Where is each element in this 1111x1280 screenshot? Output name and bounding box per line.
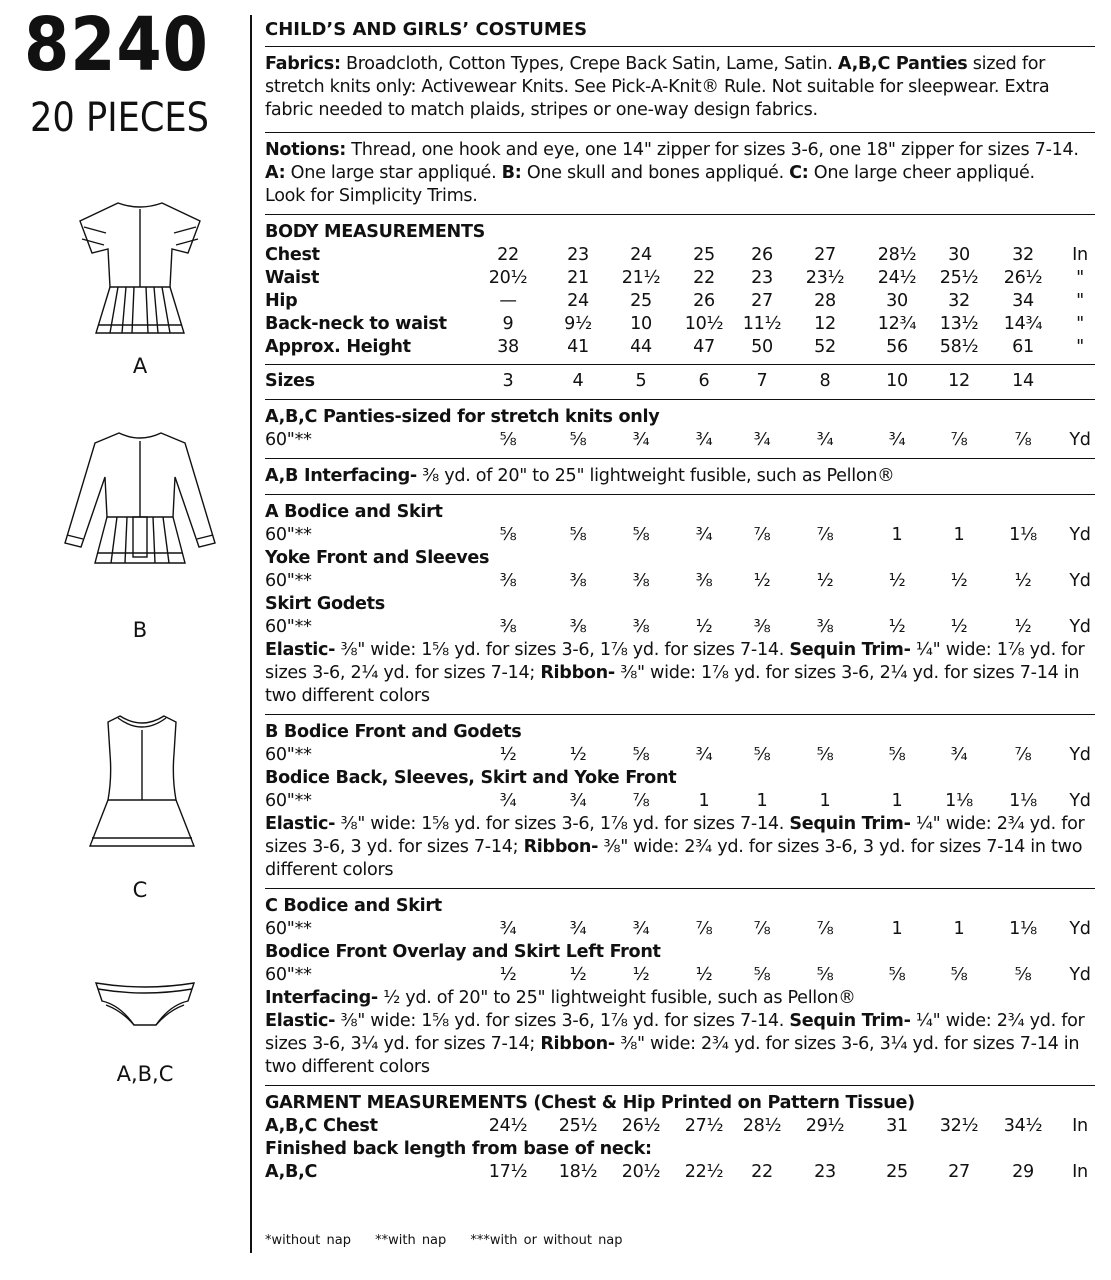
unit-cell: "	[1076, 337, 1084, 357]
elastic-label: Elastic-	[265, 640, 336, 660]
view-b-dress-drawing	[55, 425, 225, 575]
fabrics-text: Broadcloth, Cotton Types, Crepe Back Satin, Lame, Satin.	[340, 54, 838, 74]
row-label: 60"**	[265, 745, 312, 765]
section-c-notes	[265, 1010, 1095, 1079]
column-divider	[250, 15, 252, 1253]
table-cell: 1⅛	[1009, 919, 1037, 939]
view-b-label: B	[132, 618, 148, 642]
table-cell: ⅜	[569, 571, 587, 591]
sequin-label: Sequin Trim-	[789, 814, 911, 834]
row-label: Waist	[265, 268, 320, 288]
table-cell: 24½	[488, 1116, 528, 1136]
table-cell: 30	[948, 245, 970, 265]
row-label: Approx. Height	[265, 337, 411, 357]
notions-a-text: One large star appliqué.	[285, 163, 502, 183]
footnote-with-or-without-nap: ***with or without nap	[470, 1233, 623, 1248]
sequin-label: Sequin Trim-	[789, 1011, 911, 1031]
table-cell: ½	[950, 617, 968, 637]
interfacing-text: ½ yd. of 20" to 25" lightweight fusible, such as Pellon®	[377, 988, 856, 1008]
unit-cell: Yd	[1069, 430, 1091, 450]
elastic-text: ⅜" wide: 1⅝ yd. for sizes 3-6, 1⅞ yd. for sizes 7-14.	[335, 1011, 790, 1031]
divider	[265, 714, 1095, 715]
fabrics-text-2: sized for stretch knits only: Activewear Knits. See Pick-A-Knit® Rule. Not suitable for sleepwear. Extra fabric needed to match plaids, stripes or one-way design fabrics.	[265, 54, 1050, 120]
panties-heading: A,B,C Panties-sized for stretch knits only	[265, 407, 660, 427]
view-c-dress-drawing	[68, 708, 218, 858]
table-cell: 12¾	[877, 314, 917, 334]
table-cell: 24½	[877, 268, 917, 288]
table-cell: 18½	[558, 1162, 598, 1182]
table-cell: ¾	[569, 791, 587, 811]
table-cell: 56	[886, 337, 908, 357]
table-cell: 22½	[684, 1162, 724, 1182]
panties-yardage	[265, 429, 1095, 452]
divider	[265, 888, 1095, 889]
table-cell: ½	[1014, 571, 1032, 591]
table-cell: ½	[816, 571, 834, 591]
sequin-text: ¼" wide: 1⅞ yd. for sizes 3-6, 2¼ yd. for sizes 7-14;	[265, 640, 1085, 683]
sequin-label: Sequin Trim-	[789, 640, 911, 660]
notions-c-label: C:	[789, 163, 809, 183]
table-cell: 7	[756, 371, 768, 391]
table-cell: 28½	[742, 1116, 782, 1136]
table-cell: ½	[499, 965, 517, 985]
row-label: 60"**	[265, 617, 312, 637]
table-cell: ½	[1014, 617, 1032, 637]
row-label: Hip	[265, 291, 298, 311]
table-row	[265, 429, 1095, 452]
table-cell: 22	[497, 245, 519, 265]
row-label: Sizes	[265, 371, 315, 391]
table-cell: ⅝	[888, 965, 906, 985]
table-cell: 1	[698, 791, 710, 811]
section-a	[265, 501, 1095, 639]
table-cell: ¾	[499, 791, 517, 811]
table-cell: 23	[567, 245, 589, 265]
table-cell: 47	[693, 337, 715, 357]
table-cell: 22	[693, 268, 715, 288]
table-cell: ¾	[816, 430, 834, 450]
row-label: A,B,C Chest	[265, 1116, 378, 1136]
sequin-text: ¼" wide: 2¾ yd. for sizes 3-6, 3¼ yd. for sizes 7-14;	[265, 1011, 1085, 1054]
table-cell: ½	[753, 571, 771, 591]
table-cell: 50	[751, 337, 773, 357]
notions-b-text: One skull and bones appliqué.	[521, 163, 790, 183]
back-length-heading: Finished back length from base of neck:	[265, 1139, 652, 1159]
table-row	[265, 336, 1095, 359]
table-cell: 28½	[877, 245, 917, 265]
table-cell: ⅞	[695, 919, 713, 939]
table-cell: ½	[695, 965, 713, 985]
table-cell: 20½	[621, 1162, 661, 1182]
section-a-notes	[265, 639, 1095, 708]
table-cell: 29	[1012, 1162, 1034, 1182]
table-cell: ⅜	[569, 617, 587, 637]
table-row	[265, 290, 1095, 313]
body-measurements-heading: BODY MEASUREMENTS	[265, 222, 486, 242]
table-cell: 13½	[939, 314, 979, 334]
unit-cell: Yd	[1069, 919, 1091, 939]
table-cell: 11½	[742, 314, 782, 334]
table-cell: ½	[632, 965, 650, 985]
table-cell: ½	[888, 571, 906, 591]
group-heading: A Bodice and Skirt	[265, 502, 443, 522]
table-cell: ⅝	[753, 965, 771, 985]
table-cell: ½	[695, 617, 713, 637]
left-column	[0, 0, 250, 1280]
divider	[265, 364, 1095, 365]
ribbon-label: Ribbon-	[523, 837, 599, 857]
table-cell: 26	[693, 291, 715, 311]
table-cell: 1⅛	[1009, 791, 1037, 811]
unit-cell: Yd	[1069, 745, 1091, 765]
elastic-text: ⅜" wide: 1⅝ yd. for sizes 3-6, 1⅞ yd. for sizes 7-14.	[335, 814, 790, 834]
row-label: 60"**	[265, 571, 312, 591]
unit-cell: Yd	[1069, 617, 1091, 637]
notions-c-text: One large cheer appliqué.	[808, 163, 1035, 183]
table-cell: 1⅛	[1009, 525, 1037, 545]
table-cell: ¾	[950, 745, 968, 765]
unit-cell: Yd	[1069, 965, 1091, 985]
table-cell: ⅞	[1014, 745, 1032, 765]
table-cell: 25½	[558, 1116, 598, 1136]
elastic-label: Elastic-	[265, 814, 336, 834]
notions-trims-text: Look for Simplicity Trims.	[265, 186, 478, 206]
view-c-label: C	[132, 878, 148, 902]
table-cell: ⅜	[695, 571, 713, 591]
table-cell: ⅞	[1014, 430, 1032, 450]
notions-text: Thread, one hook and eye, one 14" zipper for sizes 3-6, one 18" zipper for sizes 7-14.	[345, 140, 1079, 160]
table-cell: ¾	[569, 919, 587, 939]
sequin-text: ¼" wide: 2¾ yd. for sizes 3-6, 3 yd. for sizes 7-14;	[265, 814, 1085, 857]
table-row	[265, 570, 1095, 593]
section-b-notes	[265, 813, 1095, 882]
row-label: Chest	[265, 245, 320, 265]
table-cell: ½	[499, 745, 517, 765]
unit-cell: In	[1072, 1162, 1088, 1182]
unit-cell: Yd	[1069, 791, 1091, 811]
table-row	[265, 267, 1095, 290]
table-cell: ¾	[753, 430, 771, 450]
table-cell: ⅜	[499, 617, 517, 637]
ribbon-text: ⅜" wide: 1⅞ yd. for sizes 3-6, 2¼ yd. for sizes 7-14 in two different colors	[265, 663, 1080, 706]
table-cell: ⅝	[753, 745, 771, 765]
table-cell: 27	[814, 245, 836, 265]
footnotes	[265, 1233, 641, 1248]
table-cell: 10½	[684, 314, 724, 334]
table-cell: ⅜	[632, 571, 650, 591]
table-cell: 32	[948, 291, 970, 311]
table-cell: ⅝	[888, 745, 906, 765]
table-cell: 22	[751, 1162, 773, 1182]
divider	[265, 399, 1095, 400]
table-cell: 52	[814, 337, 836, 357]
pattern-title: CHILD’S AND GIRLS’ COSTUMES	[265, 19, 588, 40]
table-cell: ¾	[632, 919, 650, 939]
unit-cell: "	[1076, 291, 1084, 311]
table-cell: 34	[1012, 291, 1034, 311]
table-cell: ⅝	[816, 965, 834, 985]
row-label: 60"**	[265, 791, 312, 811]
table-cell: 21	[567, 268, 589, 288]
table-row	[265, 313, 1095, 336]
garment-back-row	[265, 1161, 1095, 1184]
table-cell: 58½	[939, 337, 979, 357]
table-cell: ⅞	[816, 525, 834, 545]
group-heading: B Bodice Front and Godets	[265, 722, 522, 742]
table-cell: 25	[630, 291, 652, 311]
table-cell: ⅝	[1014, 965, 1032, 985]
divider	[265, 132, 1095, 133]
unit-cell: "	[1076, 314, 1084, 334]
table-cell: 27	[948, 1162, 970, 1182]
ribbon-label: Ribbon-	[540, 1034, 615, 1054]
divider	[265, 458, 1095, 459]
table-cell: 1	[756, 791, 768, 811]
table-cell: 32	[1012, 245, 1034, 265]
table-row	[265, 244, 1095, 267]
table-cell: 28	[814, 291, 836, 311]
table-cell: 1	[891, 525, 903, 545]
table-cell: ¾	[632, 430, 650, 450]
table-cell: ⅞	[816, 919, 834, 939]
table-row	[265, 790, 1095, 813]
table-cell: ½	[569, 745, 587, 765]
section-c	[265, 895, 1095, 987]
table-cell: 38	[497, 337, 519, 357]
table-cell: 29½	[805, 1116, 845, 1136]
table-cell: —	[499, 291, 517, 311]
unit-cell: In	[1072, 245, 1088, 265]
table-cell: 5	[635, 371, 647, 391]
table-cell: 1	[891, 919, 903, 939]
panties-drawing	[90, 975, 200, 1035]
table-row	[265, 1161, 1095, 1184]
table-cell: 1	[891, 791, 903, 811]
table-row	[265, 744, 1095, 767]
table-cell: 14	[1012, 371, 1034, 391]
footnote-with-nap: **with nap	[375, 1233, 447, 1248]
table-cell: ¾	[695, 745, 713, 765]
table-row	[265, 370, 1095, 393]
table-cell: 27½	[684, 1116, 724, 1136]
table-cell: 27	[751, 291, 773, 311]
row-label: 60"**	[265, 430, 312, 450]
table-cell: 25	[693, 245, 715, 265]
table-row	[265, 1115, 1095, 1138]
table-cell: 26	[751, 245, 773, 265]
table-cell: ⅝	[632, 745, 650, 765]
unit-cell: In	[1072, 1116, 1088, 1136]
table-cell: ⅝	[950, 965, 968, 985]
ribbon-text: ⅜" wide: 2¾ yd. for sizes 3-6, 3¼ yd. for sizes 7-14 in two different colors	[265, 1034, 1080, 1077]
table-row	[265, 964, 1095, 987]
table-cell: ⅝	[816, 745, 834, 765]
unit-cell: Yd	[1069, 571, 1091, 591]
group-heading: Yoke Front and Sleeves	[265, 548, 490, 568]
row-label: 60"**	[265, 965, 312, 985]
ab-interfacing-text: ⅜ yd. of 20" to 25" lightweight fusible, such as Pellon®	[416, 466, 895, 486]
table-cell: ¾	[888, 430, 906, 450]
table-cell: 41	[567, 337, 589, 357]
table-cell: ¾	[499, 919, 517, 939]
sizes-row	[265, 370, 1095, 393]
table-cell: 14¾	[1003, 314, 1043, 334]
table-cell: 25½	[939, 268, 979, 288]
table-row	[265, 524, 1095, 547]
table-cell: 9	[502, 314, 514, 334]
table-cell: 1	[953, 525, 965, 545]
row-label: Back-neck to waist	[265, 314, 447, 334]
group-heading: Skirt Godets	[265, 594, 385, 614]
table-cell: ½	[569, 965, 587, 985]
section-b	[265, 721, 1095, 813]
table-cell: ⅝	[569, 525, 587, 545]
table-cell: 26½	[1003, 268, 1043, 288]
ribbon-text: ⅜" wide: 2¾ yd. for sizes 3-6, 3 yd. for sizes 7-14 in two different colors	[265, 837, 1083, 880]
ab-interfacing	[265, 465, 1095, 488]
body-measurements-table	[265, 244, 1095, 359]
table-row	[265, 616, 1095, 639]
table-cell: ¾	[695, 430, 713, 450]
table-cell: 25	[886, 1162, 908, 1182]
table-cell: 21½	[621, 268, 661, 288]
row-label: 60"**	[265, 919, 312, 939]
pieces-count: 20 PIECES	[30, 95, 209, 141]
table-cell: ⅜	[499, 571, 517, 591]
view-a-dress-drawing	[60, 195, 220, 345]
notions-label: Notions:	[265, 140, 346, 160]
table-cell: 1	[953, 919, 965, 939]
table-cell: 6	[698, 371, 710, 391]
table-cell: 10	[630, 314, 652, 334]
notions-paragraph	[265, 139, 1095, 208]
table-cell: 1	[819, 791, 831, 811]
table-cell: 24	[630, 245, 652, 265]
table-cell: 4	[572, 371, 584, 391]
group-heading: C Bodice and Skirt	[265, 896, 442, 916]
divider	[265, 494, 1095, 495]
table-cell: 3	[502, 371, 514, 391]
table-cell: 12	[814, 314, 836, 334]
garment-measurements-heading: GARMENT MEASUREMENTS (Chest & Hip Printed on Pattern Tissue)	[265, 1093, 915, 1113]
table-cell: ⅜	[632, 617, 650, 637]
table-cell: 23	[751, 268, 773, 288]
table-cell: 30	[886, 291, 908, 311]
fabrics-panties-label: A,B,C Panties	[837, 54, 968, 74]
ribbon-label: Ribbon-	[540, 663, 615, 683]
table-cell: ¾	[695, 525, 713, 545]
table-cell: 61	[1012, 337, 1034, 357]
table-cell: 9½	[564, 314, 592, 334]
pattern-number: 8240	[24, 2, 209, 88]
table-cell: 20½	[488, 268, 528, 288]
unit-cell: "	[1076, 268, 1084, 288]
table-cell: 24	[567, 291, 589, 311]
table-cell: 44	[630, 337, 652, 357]
table-cell: ½	[888, 617, 906, 637]
table-cell: 1⅛	[945, 791, 973, 811]
table-cell: 10	[886, 371, 908, 391]
divider	[265, 46, 1095, 47]
view-a-label: A	[132, 354, 148, 378]
table-cell: 8	[819, 371, 831, 391]
table-cell: ⅞	[632, 791, 650, 811]
interfacing-label: Interfacing-	[265, 988, 378, 1008]
table-cell: ½	[950, 571, 968, 591]
table-cell: 23½	[805, 268, 845, 288]
main-content	[265, 18, 1095, 1184]
table-cell: 12	[948, 371, 970, 391]
table-cell: 26½	[621, 1116, 661, 1136]
row-label: A,B,C	[265, 1162, 318, 1182]
group-heading: Bodice Front Overlay and Skirt Left Front	[265, 942, 661, 962]
table-cell: ⅞	[753, 919, 771, 939]
table-cell: ⅞	[753, 525, 771, 545]
notions-a-label: A:	[265, 163, 286, 183]
elastic-text: ⅜" wide: 1⅝ yd. for sizes 3-6, 1⅞ yd. for sizes 7-14.	[335, 640, 790, 660]
group-heading: Bodice Back, Sleeves, Skirt and Yoke Front	[265, 768, 677, 788]
ab-interfacing-label: A,B Interfacing-	[265, 466, 417, 486]
table-cell: 31	[886, 1116, 908, 1136]
unit-cell: Yd	[1069, 525, 1091, 545]
table-cell: ⅜	[753, 617, 771, 637]
table-cell: ⅜	[816, 617, 834, 637]
view-abc-label: A,B,C	[116, 1062, 174, 1086]
footnote-without-nap: *without nap	[265, 1233, 351, 1248]
fabrics-paragraph	[265, 53, 1095, 122]
notions-b-label: B:	[501, 163, 522, 183]
table-cell: ⅝	[499, 430, 517, 450]
table-row	[265, 918, 1095, 941]
row-label: 60"**	[265, 525, 312, 545]
garment-chest-row	[265, 1115, 1095, 1138]
section-c-interfacing	[265, 987, 1095, 1010]
table-cell: ⅝	[569, 430, 587, 450]
divider	[265, 214, 1095, 215]
fabrics-label: Fabrics:	[265, 54, 341, 74]
table-cell: ⅝	[632, 525, 650, 545]
divider	[265, 1085, 1095, 1086]
table-cell: ⅝	[499, 525, 517, 545]
table-cell: 23	[814, 1162, 836, 1182]
table-cell: 32½	[939, 1116, 979, 1136]
table-cell: 34½	[1003, 1116, 1043, 1136]
elastic-label: Elastic-	[265, 1011, 336, 1031]
table-cell: 17½	[488, 1162, 528, 1182]
table-cell: ⅞	[950, 430, 968, 450]
